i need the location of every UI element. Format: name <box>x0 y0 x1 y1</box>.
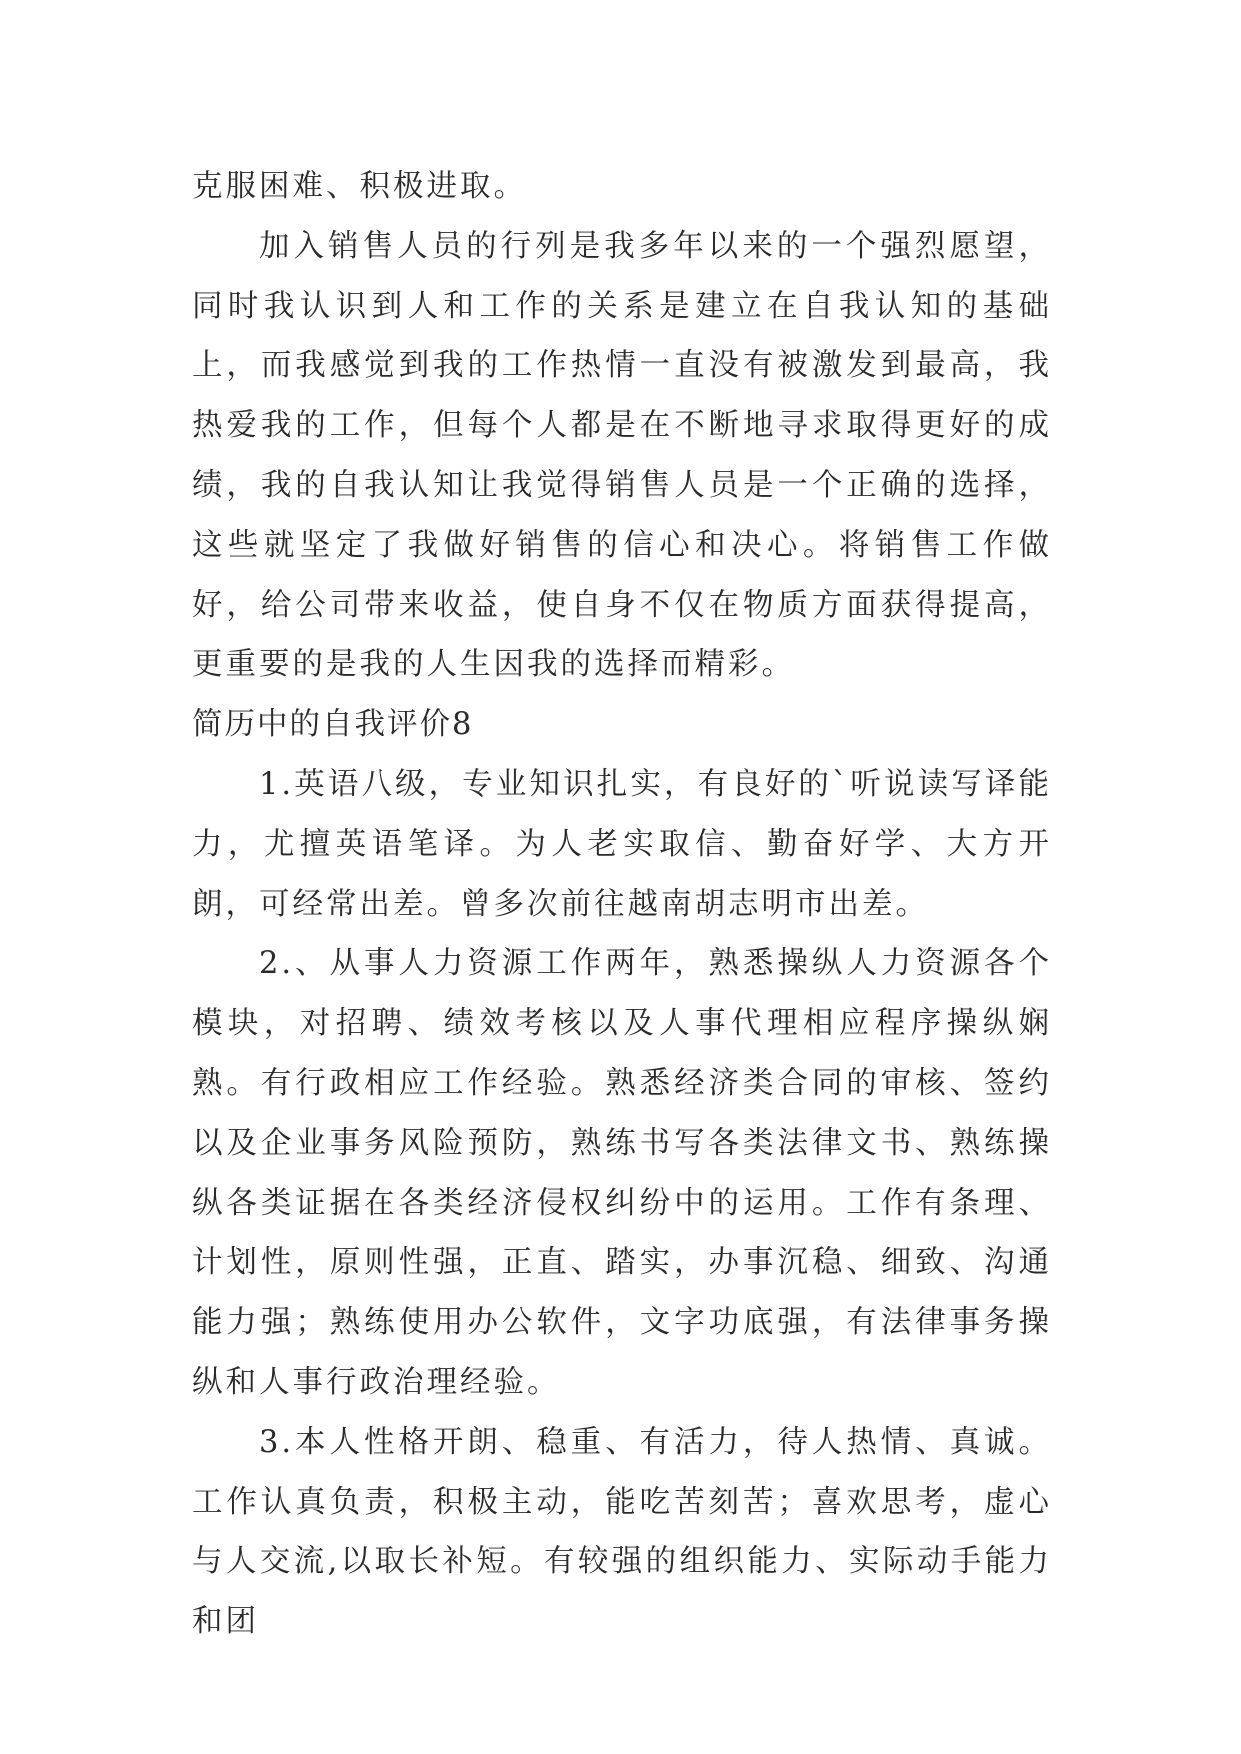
paragraph-item-2: 2.、从事人力资源工作两年，熟悉操纵人力资源各个模块，对招聘、绩效考核以及人事代理相应程序操纵娴熟。有行政相应工作经验。熟悉经济类合同的审核、签约以及企业事务风险预防，熟练书写各类法律文书、熟练操纵各类证据在各类经济侵权纠纷中的运用。工作有条理、计划性，原则性强，正直、踏实，办事沉稳、细致、沟通能力强；熟练使用办公软件，文字功底强，有法律事务操纵和人事行政治理经验。 <box>192 946 1052 1400</box>
paragraph-item-1: 1.英语八级，专业知识扎实，有良好的`听说读写译能力，尤擅英语笔译。为人老实取信、勤奋好学、大方开朗，可经常出差。曾多次前往越南胡志明市出差。 <box>192 766 1052 922</box>
paragraph-item-3: 3.本人性格开朗、稳重、有活力，待人热情、真诚。工作认真负责，积极主动，能吃苦刻苦；喜欢思考，虚心与人交流,以取长补短。有较强的组织能力、实际动手能力和团 <box>192 1424 1052 1640</box>
document-body <box>192 157 1052 1652</box>
section-heading: 简历中的自我评价8 <box>192 707 474 743</box>
paragraph-continuation: 克服困难、积极进取。 <box>192 169 527 204</box>
paragraph-sales-motivation: 加入销售人员的行列是我多年以来的一个强烈愿望，同时我认识到人和工作的关系是建立在自我认知的基础上，而我感觉到我的工作热情一直没有被激发到最高，我热爱我的工作，但每个人都是在不断地寻求取得更好的成绩，我的自我认知让我觉得销售人员是一个正确的选择，这些就坚定了我做好销售的信心和决心。将销售工作做好，给公司带来收益，使自身不仅在物质方面获得提高，更重要的是我的人生因我的选择而精彩。 <box>192 228 1052 683</box>
